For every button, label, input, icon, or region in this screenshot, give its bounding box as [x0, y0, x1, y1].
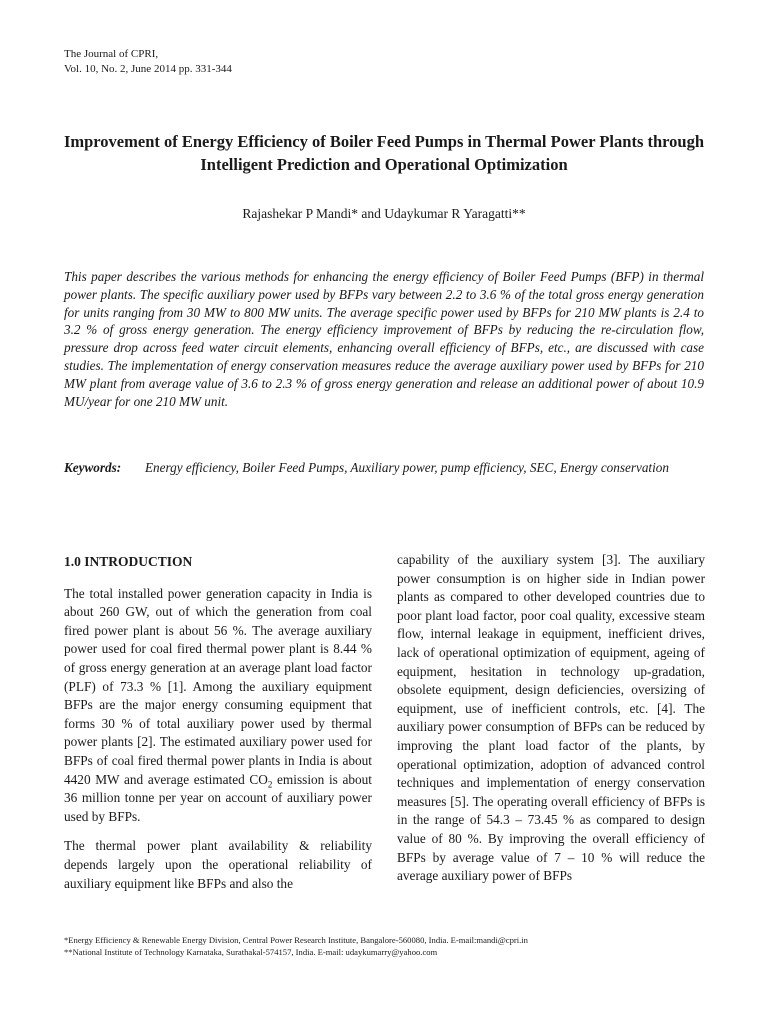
footnote-2: **National Institute of Technology Karnataka, Surathakal-574157, India. E-mail: udaykumarry@yahoo.com — [64, 947, 438, 957]
intro-paragraph-3: capability of the auxiliary system [3]. The auxiliary power consumption is on higher side in Indian power plants as compared to other developed countries due to poor plant load factor, poor coal quality, excessive steam flow, internal leakage in equipment, inefficient drives, lack of operational optimization of equipment, ageing of equipment, hesitation in technology up-gradation, obsolete equipment, design deficiencies, oversizing of equipment, use of inefficient controls, etc. [4]. The auxiliary power consumption of BFPs can be reduced by improving the plant load factor of the plants, by operational optimization, adoption of advanced control techniques and implementation of energy conservation measures [5]. The operating overall efficiency of BFPs is in the range of 54.3 – 73.45 % as compared to design value of 80 %. By improving the overall efficiency of BFPs by average value of 7 – 10 % will reduce the average auxiliary power of BFPs — [397, 552, 705, 884]
right-column — [397, 551, 705, 897]
journal-name: The Journal of CPRI, — [64, 48, 159, 60]
keywords-text: Energy efficiency, Boiler Feed Pumps, Auxiliary power, pump efficiency, SEC, Energy conservation — [145, 460, 669, 475]
journal-header — [64, 47, 232, 77]
keywords-label: Keywords: — [64, 460, 122, 475]
journal-volume: Vol. 10, No. 2, June 2014 pp. 331-344 — [64, 63, 232, 75]
section-heading: 1.0 INTRODUCTION — [64, 554, 193, 569]
abstract: This paper describes the various methods for enhancing the energy efficiency of Boiler Feed Pumps (BFP) in thermal power plants. The specific auxiliary power used by BFPs vary between 2.2 to 3.6 % of the total gross energy generation for units ranging from 30 MW to 800 MW units. The average specific power used by BFPs for 210 MW plants is 2.4 to 3.2 % of gross energy generation. The energy efficiency improvement of BFPs by reducing the re-circulation flow, pressure drop across feed water circuit elements, enhancing overall efficiency of BFPs, etc., are discussed with case studies. The implementation of energy conservation measures reduce the average auxiliary power used by BFPs for 210 MW plant from average value of 3.6 to 2.3 % of gross energy generation and release an additional power of about 10.9 MU/year for one 210 MW unit. — [64, 269, 704, 409]
intro-p1-text-a: The total installed power generation capacity in India is about 260 GW, out of which the generation from coal fired power plant is about 56 %. The average auxiliary power used for coal fired thermal power plant is 8.44 % of gross energy generation at an average plant load factor (PLF) of 73.3 % [1]. Among the auxiliary equipment BFPs are the major energy consuming equipment that forms 30 % of total auxiliary power used by thermal power plants [2]. The estimated auxiliary power used for BFPs of coal fired thermal power plants in India is about 4420 MW and average estimated CO — [64, 585, 372, 787]
paper-title: Improvement of Energy Efficiency of Boiler Feed Pumps in Thermal Power Plants through Intelligent Prediction and Operational Optimization — [63, 132, 705, 174]
footnotes — [64, 934, 714, 958]
paper-authors: Rajashekar P Mandi* and Udaykumar R Yaragatti** — [242, 206, 526, 221]
intro-p1-text-b: emission is about 36 million tonne per year on account of auxiliary power used by BFPs. — [64, 771, 372, 824]
footnote-1: *Energy Efficiency & Renewable Energy Division, Central Power Research Institute, Bangalore-560080, India. E-mail:mandi@cpri.in — [64, 935, 528, 945]
co2-subscript: 2 — [267, 779, 273, 790]
intro-paragraph-2: The thermal power plant availability & reliability depends largely upon the operational reliability of auxiliary equipment like BFPs and also the — [64, 838, 372, 891]
keywords — [64, 459, 704, 477]
left-column — [64, 551, 372, 904]
intro-paragraph-1 — [64, 585, 372, 827]
